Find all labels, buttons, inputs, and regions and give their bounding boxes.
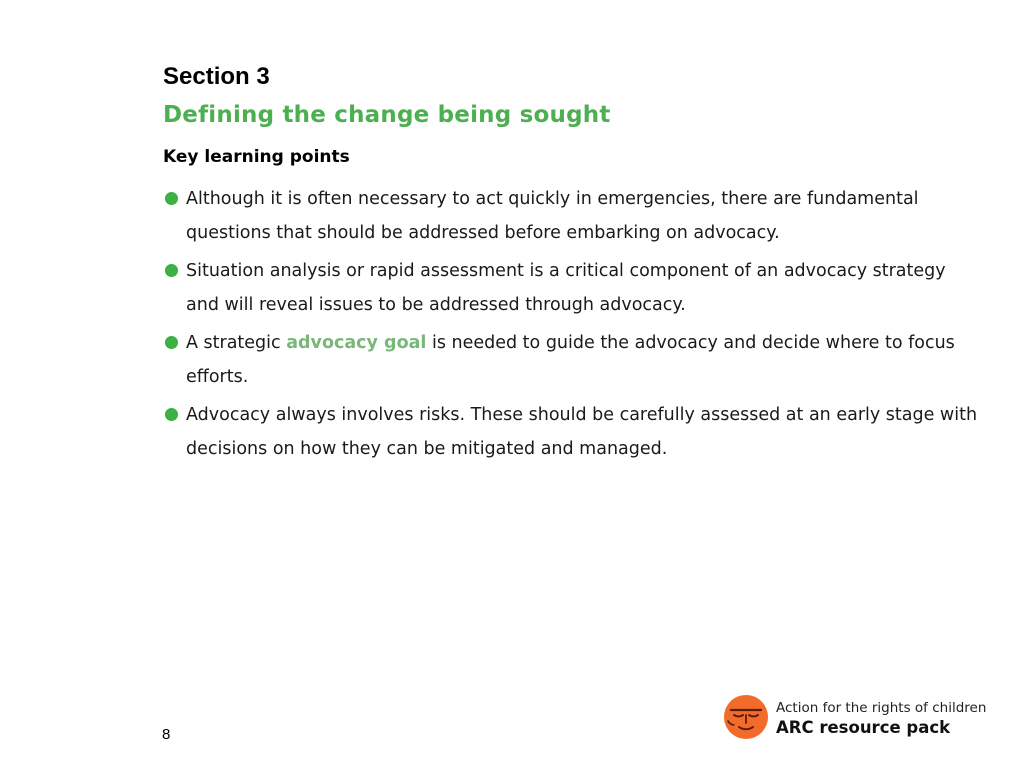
green-dot-icon [165, 192, 178, 205]
logo-title: ARC resource pack [776, 718, 951, 737]
section-title: Defining the change being sought [163, 102, 611, 128]
logo-tagline: Action for the rights of children [776, 700, 987, 716]
learning-point [163, 326, 983, 394]
section-label: Section 3 [163, 63, 270, 90]
learning-point [163, 254, 983, 322]
advocacy-goal-term: advocacy goal [286, 333, 427, 353]
green-dot-icon [165, 264, 178, 277]
learning-points-list [163, 182, 983, 470]
green-dot-icon [165, 336, 178, 349]
key-learning-heading: Key learning points [163, 147, 350, 167]
arc-face-logo-icon [722, 693, 770, 741]
learning-point-text: Situation analysis or rapid assessment is a critical component of an advocacy strategy and will reveal issues to be addressed through advocacy. [186, 261, 946, 315]
arc-logo [722, 693, 987, 745]
learning-point-text: Advocacy always involves risks. These should be carefully assessed at an early stage with decisions on how they can be mitigated and managed. [186, 405, 978, 459]
learning-point-text: Although it is often necessary to act quickly in emergencies, there are fundamental questions that should be addressed before embarking on advocacy. [186, 189, 919, 243]
page-number: 8 [162, 726, 171, 743]
green-dot-icon [165, 408, 178, 421]
learning-point [163, 182, 983, 250]
learning-point-text-before: A strategic [186, 333, 287, 353]
learning-point [163, 398, 983, 466]
learning-point-text-after: is needed to guide the advocacy and decide where to focus efforts. [186, 333, 955, 387]
